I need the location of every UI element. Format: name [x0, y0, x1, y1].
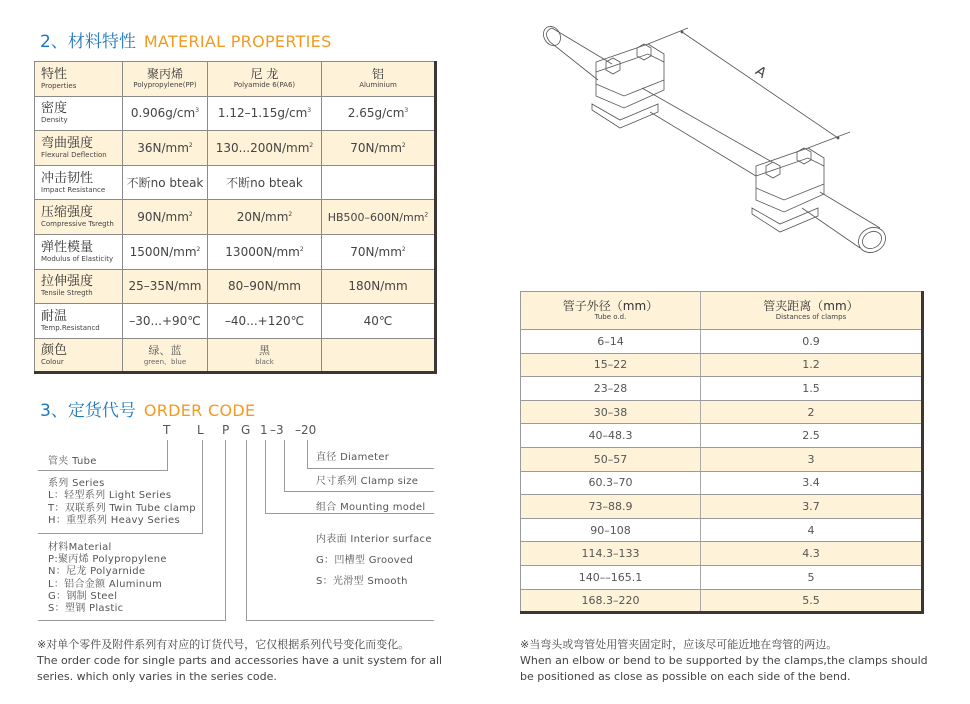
table-row-elasticity: 弹性模量 Modulus of Elasticity $1500N/mm^2$ $13000N/mm^2$ $70N/mm^2$ — [35, 234, 436, 269]
order-title-en: ORDER CODE — [143, 401, 256, 420]
connector-line — [265, 513, 434, 514]
code-letter-1: 1 — [260, 423, 268, 437]
mounting-label: 组合 Mounting model — [316, 502, 426, 513]
order-code-note: ※对单个零件及附件系列有对应的订货代号，它仅根据系列代号变化而变化。 The order code for single parts and accessories have a unit system for all series. which only varies in the series code. — [37, 638, 443, 683]
interior-title: 内表面 Interior surface — [316, 534, 432, 545]
table-row-colour: 颜色 Colour 绿、蓝 green、blue 黑 black — [35, 338, 436, 373]
connector-line — [38, 620, 226, 621]
table-row: 15–22 1.2 — [521, 353, 923, 377]
order-title-cn: 3、定货代号 — [40, 401, 136, 421]
header-properties: 特性 Properties — [35, 62, 123, 97]
code-letter-20: –20 — [295, 423, 317, 437]
interior-grooved: G：凹槽型 Grooved — [316, 555, 414, 566]
table-row-flexural: 弯曲强度 Flexural Deflection $36N/mm^2$ $130...200N/mm^2$ $70N/mm^2$ — [35, 131, 436, 166]
svg-text:A: A — [752, 63, 770, 82]
tube-label: 管夹 Tube — [48, 456, 97, 467]
table-row: 30–38 2 — [521, 400, 923, 424]
table-row-compressive: 压缩强度 Compressive Tsregth $90N/mm^2$ $20N/mm^2$ $HB500-600N/mm^2$ — [35, 200, 436, 235]
connector-line — [225, 440, 226, 620]
code-letter-3: –3 — [270, 423, 284, 437]
clamp-size-label: 尺寸系列 Clamp size — [316, 476, 419, 487]
table-row: 168.3–220 5.5 — [521, 589, 923, 613]
header-pp: 聚丙烯 Polypropylene(PP) — [123, 62, 208, 97]
material-properties-table — [34, 61, 437, 374]
connector-line — [246, 440, 247, 620]
table-row-temperature: 耐温 Temp.Resistancd –30...+90℃ –40...+120℃ 40℃ — [35, 304, 436, 339]
clamp-assembly-drawing — [520, 0, 900, 280]
connector-line — [284, 491, 434, 492]
table-row-impact: 冲击韧性 Impact Resistance 不断no bteak 不断no bteak — [35, 165, 436, 200]
table-row: 6–14 0.9 — [521, 330, 923, 354]
code-letter-l: L — [197, 423, 204, 437]
series-title: 系列 Series — [48, 478, 105, 489]
table-row: 73–88.9 3.7 — [521, 495, 923, 519]
header-distance: 管夹距离（mm） Distances of clamps — [701, 292, 923, 330]
table-row: 23–28 1.5 — [521, 377, 923, 401]
material-list: 材料Material P:聚丙烯 Polypropylene N：尼龙 Polyarnide L：铝合金额 Aluminum G：钢制 Steel S：塑钢 Plastic — [48, 542, 167, 615]
table-header-row — [35, 62, 436, 97]
bend-support-note: ※当弯头或弯管处用管夹固定时，应该尽可能近地在弯管的两边。 When an elbow or bend to be supported by the clamps,the clamps should be positioned as close as possible on each side of the bend. — [520, 638, 928, 683]
interior-smooth: S：光滑型 Smooth — [316, 576, 408, 587]
connector-line — [246, 620, 434, 621]
order-section-title — [40, 396, 255, 421]
header-pa6: 尼 龙 Polyamide 6(PA6) — [208, 62, 322, 97]
table-header-row — [521, 292, 923, 330]
connector-line — [38, 533, 203, 534]
code-letter-t: T — [163, 423, 171, 437]
table-row: 60.3–70 3.4 — [521, 471, 923, 495]
header-aluminium: 铝 Aluminium — [322, 62, 436, 97]
table-row-tensile: 拉伸强度 Tensile Stregth 25–35N/mm 80–90N/mm 180N/mm — [35, 269, 436, 304]
table-row: 90–108 4 — [521, 518, 923, 542]
connector-line — [307, 440, 308, 468]
table-row: 40–48.3 2.5 — [521, 424, 923, 448]
code-letter-p: P — [222, 423, 230, 437]
header-tube-od: 管子外径（mm） Tube o.d. — [521, 292, 701, 330]
connector-line — [265, 440, 266, 513]
connector-line — [167, 440, 168, 470]
material-title-en: MATERIAL PROPERTIES — [143, 32, 332, 51]
clamp-distance-table — [520, 291, 924, 614]
connector-line — [284, 440, 285, 491]
connector-line — [307, 468, 434, 469]
table-row: 140––165.1 5 — [521, 565, 923, 589]
material-section-title — [40, 27, 332, 52]
code-letter-g: G — [241, 423, 251, 437]
table-row-density: 密度 Density $0.906g/cm^3$ $1.12-1.15g/cm^3$ $2.65g/cm^3$ — [35, 96, 436, 131]
series-list: L：轻型系列 Light Series T：双联系列 Twin Tube clamp H：重型系列 Heavy Series — [48, 490, 196, 526]
table-row: 114.3–133 4.3 — [521, 542, 923, 566]
connector-line — [202, 440, 203, 533]
table-row: 50–57 3 — [521, 447, 923, 471]
connector-line — [38, 470, 168, 471]
diameter-label: 直径 Diameter — [316, 452, 390, 463]
material-title-cn: 2、材料特性 — [40, 32, 136, 52]
